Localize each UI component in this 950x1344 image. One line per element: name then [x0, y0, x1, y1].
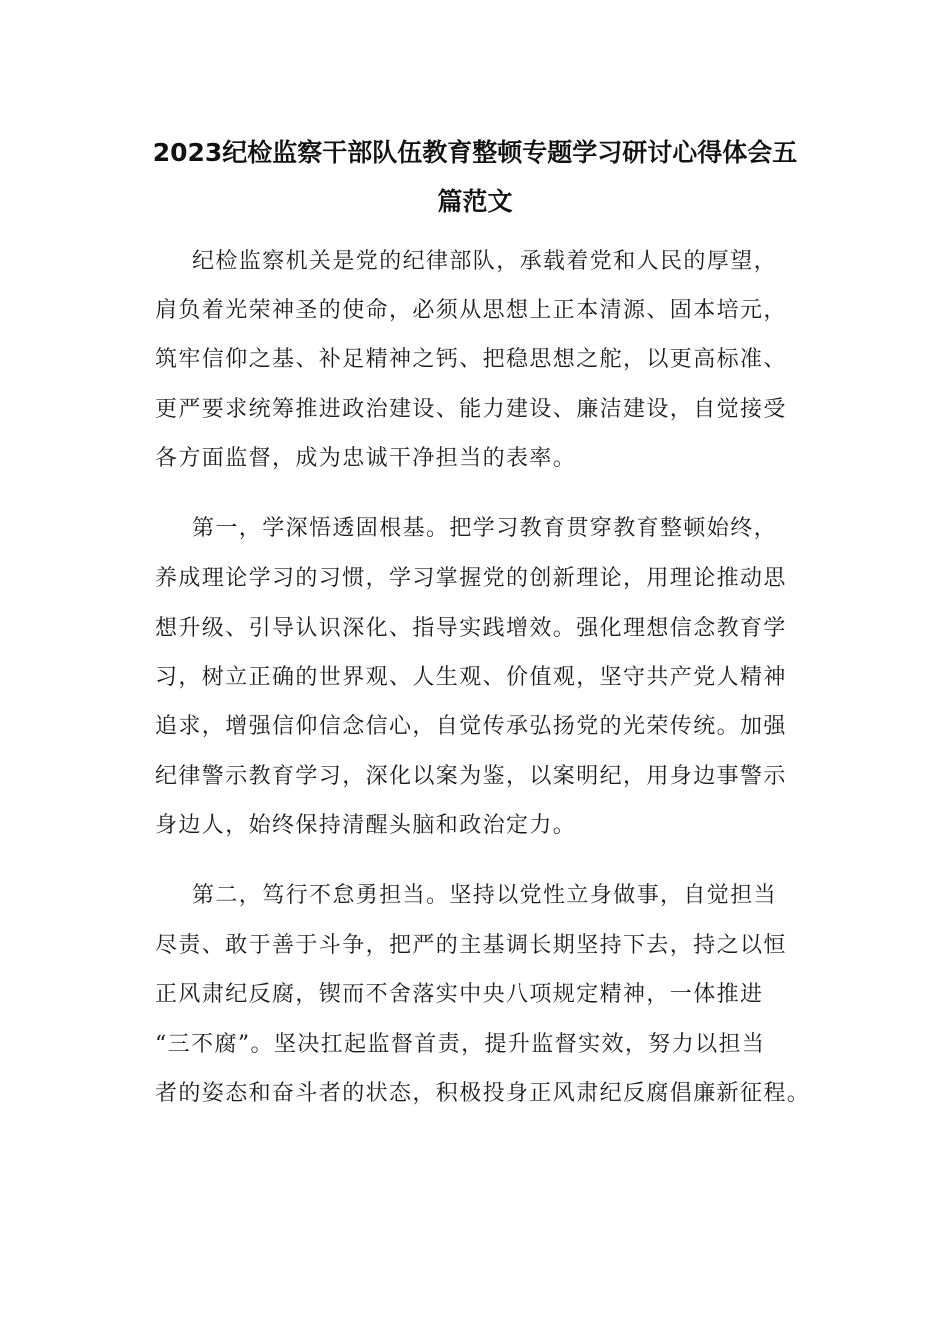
paragraph-line: 第一，学深悟透固根基。把学习教育贯穿教育整顿始终，: [192, 516, 778, 541]
paragraph-line: 更严要求统筹推进政治建设、能力建设、廉洁建设，自觉接受: [155, 397, 787, 422]
paragraph-line: 习，树立正确的世界观、人生观、价值观，坚守共产党人精神: [155, 665, 787, 690]
paragraph-line: 追求，增强信仰信念信心，自觉传承弘扬党的光荣传统。加强: [155, 714, 787, 739]
paragraph-line: 筑牢信仰之基、补足精神之钙、把稳思想之舵，以更高标准、: [155, 347, 787, 372]
paragraph-line: “三不腐”。坚决扛起监督首责，提升监督实效，努力以担当: [155, 1032, 766, 1057]
paragraph-line: 肩负着光荣神圣的使命，必须从思想上正本清源、固本培元，: [155, 298, 787, 323]
paragraph-line: 纪律警示教育学习，深化以案为鉴，以案明纪，用身边事警示: [155, 764, 787, 789]
document-title-line-2: 篇范文: [437, 187, 513, 216]
paragraph-line: 纪检监察机关是党的纪律部队，承载着党和人民的厚望，: [192, 249, 778, 274]
paragraph-line: 者的姿态和奋斗者的状态，积极投身正风肃纪反腐倡廉新征程。: [155, 1081, 811, 1106]
paragraph-line: 尽责、敢于善于斗争，把严的主基调长期坚持下去，持之以恒: [155, 933, 787, 958]
paragraph-line: 第二，笃行不怠勇担当。坚持以党性立身做事，自觉担当: [192, 883, 778, 908]
document-title-line-1: 2023纪检监察干部队伍教育整顿专题学习研讨心得体会五: [152, 138, 798, 167]
paragraph-line: 各方面监督，成为忠诚干净担当的表率。: [155, 446, 577, 471]
paragraph-line: 正风肃纪反腐，锲而不舍落实中央八项规定精神，一体推进: [155, 982, 764, 1007]
paragraph-line: 养成理论学习的习惯，学习掌握党的创新理论，用理论推动思: [155, 566, 787, 591]
paragraph-line: 想升级、引导认识深化、指导实践增效。强化理想信念教育学: [155, 616, 787, 641]
paragraph-line: 身边人，始终保持清醒头脑和政治定力。: [155, 813, 577, 838]
